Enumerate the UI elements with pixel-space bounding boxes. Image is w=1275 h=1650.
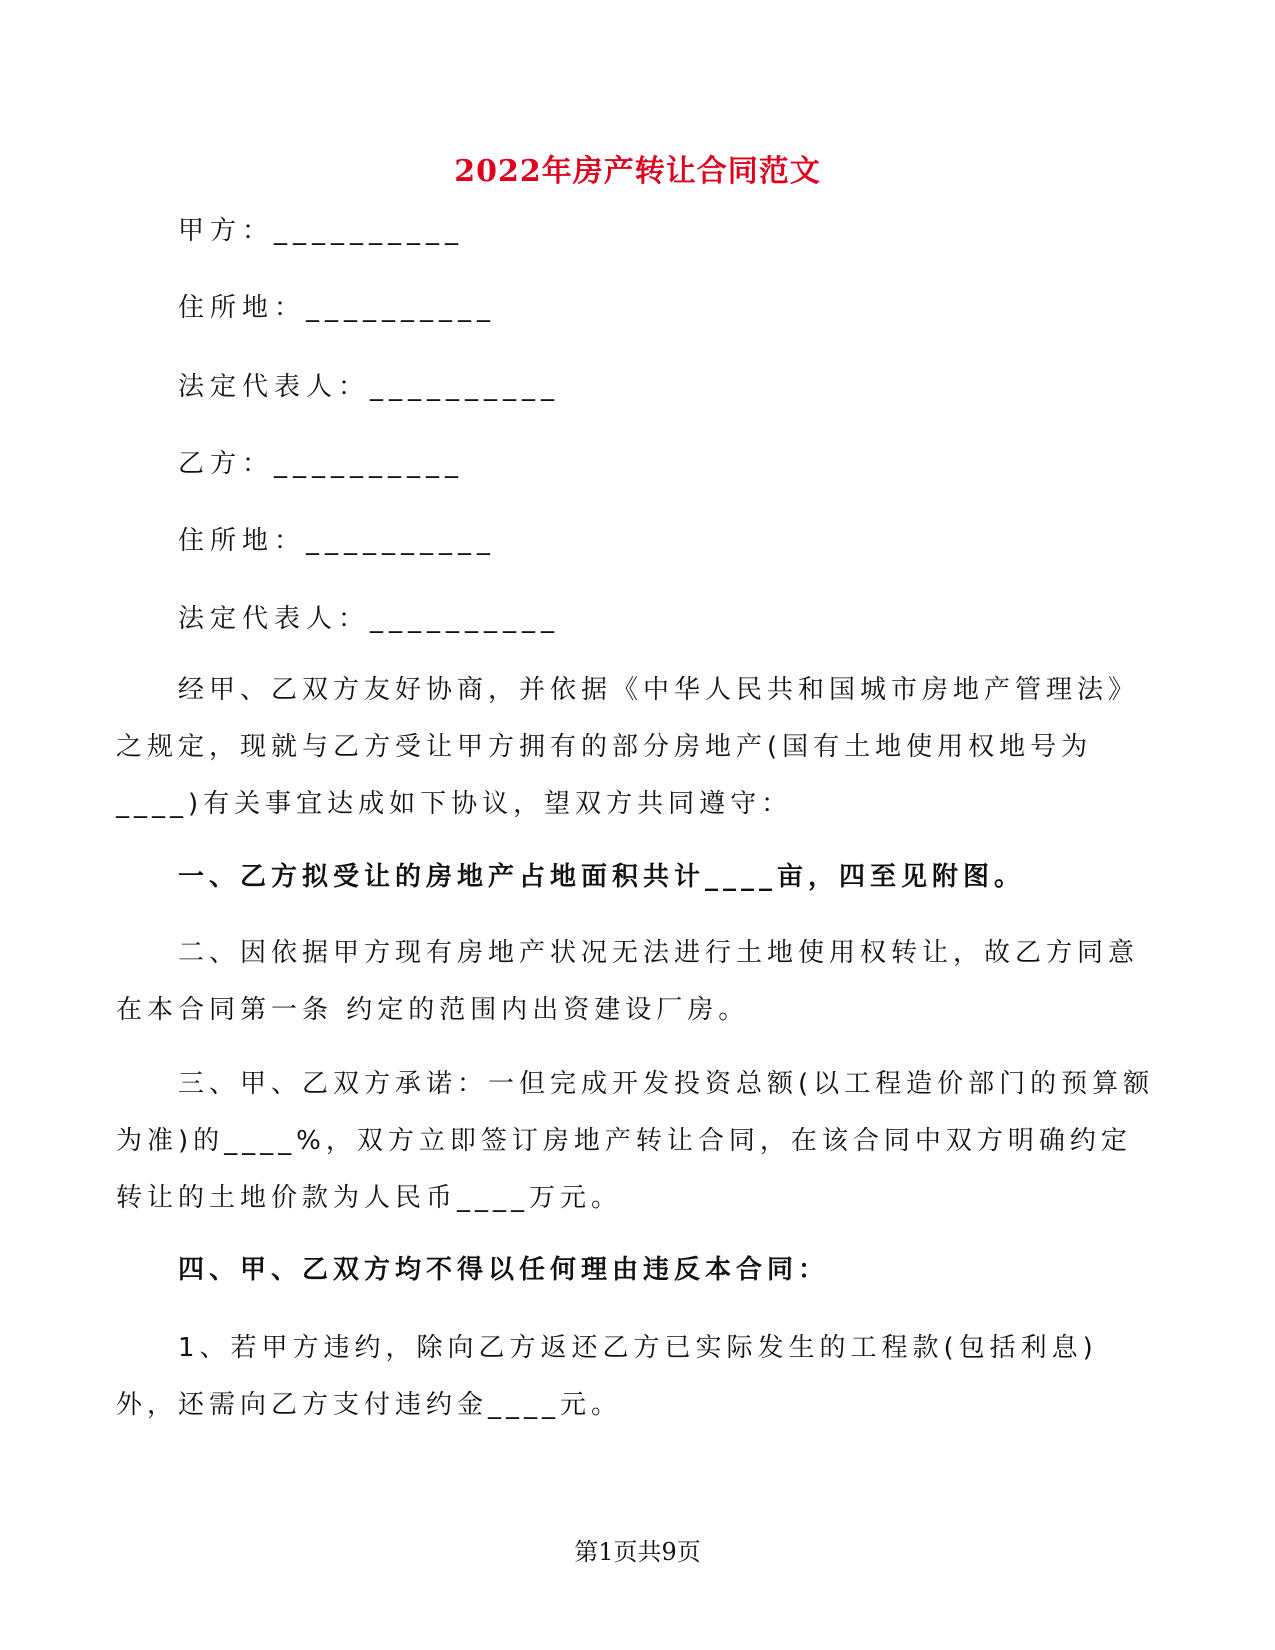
intro-paragraph: 经甲、乙双方友好协商，并依据《中华人民共和国城市房地产管理法》之规定，现就与乙方受让甲方拥有的部分房地产(国有土地使用权地号为____)有关事宜达成如下协议，望双方共同遵守： bbox=[116, 675, 1140, 819]
page-number: 第1页共9页 bbox=[574, 1538, 701, 1566]
party-a-address-field: 住所地：__________ bbox=[178, 293, 497, 323]
clause-1: 一、乙方拟受让的房地产占地面积共计____亩，四至见附图。 bbox=[178, 862, 1026, 892]
party-b-representative-field: 法定代表人：__________ bbox=[178, 604, 561, 634]
party-a-representative-field: 法定代表人：__________ bbox=[178, 372, 561, 402]
clause-4-item-1: 1、若甲方违约，除向乙方返还乙方已实际发生的工程款(包括利息)外，还需向乙方支付违约金____元。 bbox=[116, 1333, 1098, 1420]
party-a-field: 甲方：__________ bbox=[178, 216, 465, 246]
clause-2: 二、因依据甲方现有房地产状况无法进行土地使用权转让，故乙方同意在本合同第一条 约定的范围内出资建设厂房。 bbox=[116, 938, 1140, 1025]
clause-3: 三、甲、乙双方承诺：一但完成开发投资总额(以工程造价部门的预算额为准)的____%，双方立即签订房地产转让合同，在该合同中双方明确约定转让的土地价款为人民币____万元。 bbox=[116, 1069, 1155, 1213]
party-b-field: 乙方：__________ bbox=[178, 449, 465, 479]
party-b-address-field: 住所地：__________ bbox=[178, 526, 497, 556]
clause-4: 四、甲、乙双方均不得以任何理由违反本合同： bbox=[178, 1255, 830, 1285]
document-title: 2022年房产转让合同范文 bbox=[454, 154, 821, 189]
